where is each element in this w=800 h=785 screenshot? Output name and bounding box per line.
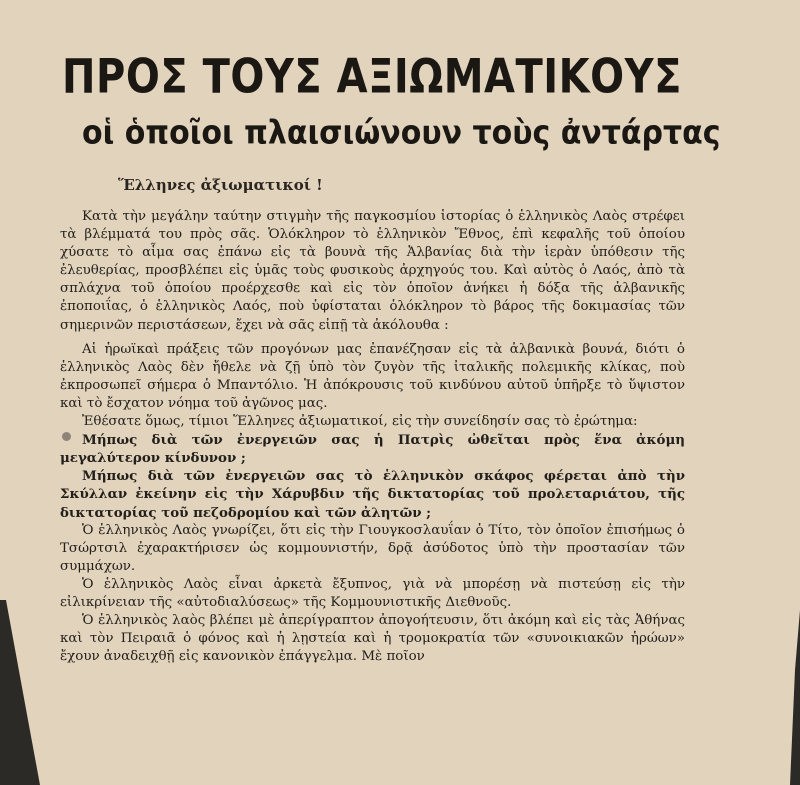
paragraph-question: Μήπως διὰ τῶν ἐνεργειῶν σας ἡ Πατρὶς ὠθεῖται πρὸς ἕνα ἀκόμη μεγαλύτερον κίνδυνον ; — [60, 432, 685, 467]
article-body — [60, 208, 685, 666]
paragraph: Ὁ ἑλληνικὸς Λαὸς εἶναι ἀρκετὰ ἔξυπνος, γιὰ νὰ μπορέσῃ νὰ πιστεύσῃ εἰς τὴν εἰλικρίνειαν τῆς «αὐτοδιαλύσεως» τῆς Κομμουνιστικῆς Διεθνοῦς. — [60, 576, 685, 610]
paragraph: Ἐθέσατε ὅμως, τίμιοι Ἕλληνες ἀξιωματικοί, εἰς τὴν συνείδησίν σας τὸ ἐρώτημα: — [82, 414, 638, 430]
headline: ΠΡΟΣ ΤΟΥΣ ΑΞΙΩΜΑΤΙΚΟΥΣ — [62, 50, 682, 105]
salutation: Ἕλληνες ἀξιωματικοί ! — [118, 176, 323, 194]
paragraph: Κατὰ τὴν μεγάλην ταύτην στιγμὴν τῆς παγκοσμίου ἱστορίας ὁ ἑλληνικὸς Λαὸς στρέφει τὰ βλέμματά του πρὸς σᾶς. Ὁλόκληρον τὸ ἑλληνικὸν Ἔθνος, ἐπὶ κεφαλῆς τοῦ ὁποίου χύσατε τὸ αἷμα σας ἐπάνω εἰς τὰ βουνὰ τῆς Ἀλβανίας διὰ τὴν ἱερὰν ὑπόθεσιν τῆς ἐλευθερίας, προσβλέπει εἰς ὑμᾶς τοὺς φυσικοὺς ἀρχηγούς του. Καὶ αὐτὸς ὁ Λαός, ἀπὸ τὰ σπλάχνα τοῦ ὁποίου προέρχεσθε καὶ εἰς τὸν ὁποῖον ἀνήκει ἡ δόξα τῆς ἀλβανικῆς ἐποποιΐας, ὁ ἑλληνικὸς Λαός, ποὺ ὑφίσταται ὁλόκληρον τὸ βάρος τῆς δοκιμασίας τῶν σημερινῶν περιστάσεων, ἔχει νὰ σᾶς εἰπῇ τὰ ἀκόλουθα : — [60, 209, 685, 333]
paragraph: Ὁ ἑλληνικὸς Λαὸς γνωρίζει, ὅτι εἰς τὴν Γιουγκοσλαυΐαν ὁ Τίτο, τὸν ὁποῖον ἐπισήμως ὁ Τσώρτσιλ ἐχαρακτήρισεν ὡς κομμουνιστήν, δρᾷ ἀσύδοτος ὑπὸ τὴν προστασίαν τῶν συμμάχων. — [60, 522, 685, 574]
paragraph: Ὁ ἑλληνικὸς λαὸς βλέπει μὲ ἀπερίγραπτον ἀπογοήτευσιν, ὅτι ἀκόμη καὶ εἰς τὰς Ἀθήνας καὶ τὸν Πειραιᾶ ὁ φόνος καὶ ἡ λῃστεία καὶ ἡ τρομοκρατία τῶν «συνοικιακῶν ἡρώων» ἔχουν ἀναδειχθῇ εἰς κανονικὸν ἐπάγγελμα. Μὲ ποῖον — [60, 613, 685, 665]
paragraph: Αἱ ἡρωϊκαὶ πράξεις τῶν προγόνων μας ἐπανέζησαν εἰς τὰ ἀλβανικὰ βουνά, διότι ὁ ἑλληνικὸς Λαὸς δὲν ἤθελε νὰ ζῇ ὑπὸ τὸν ζυγὸν τῆς ἰταλικῆς πολεμικῆς κλίκας, ποὺ ἐκπροσωπεῖ σήμερα ὁ Μπαντόλιο. Ἡ ἀπόκρουσις τοῦ κινδύνου αὐτοῦ ὑπῆρξε τὸ ὕψιστον καὶ τὸ ἔσχατον νόημα τοῦ ἀγῶνος μας. — [60, 341, 685, 411]
paragraph-question: Μήπως διὰ τῶν ἐνεργειῶν σας τὸ ἑλληνικὸν σκάφος φέρεται ἀπὸ τὴν Σκύλλαν ἐκείνην εἰς τὴν Χάρυβδιν τῆς δικτατορίας τοῦ προλεταριάτου, τῆς δικτατορίας τοῦ πεζοδρομίου καὶ τῶν ἀλητῶν ; — [60, 468, 685, 521]
subheadline: οἱ ὁποῖοι πλαισιώνουν τοὺς ἀντάρτας — [82, 114, 721, 153]
